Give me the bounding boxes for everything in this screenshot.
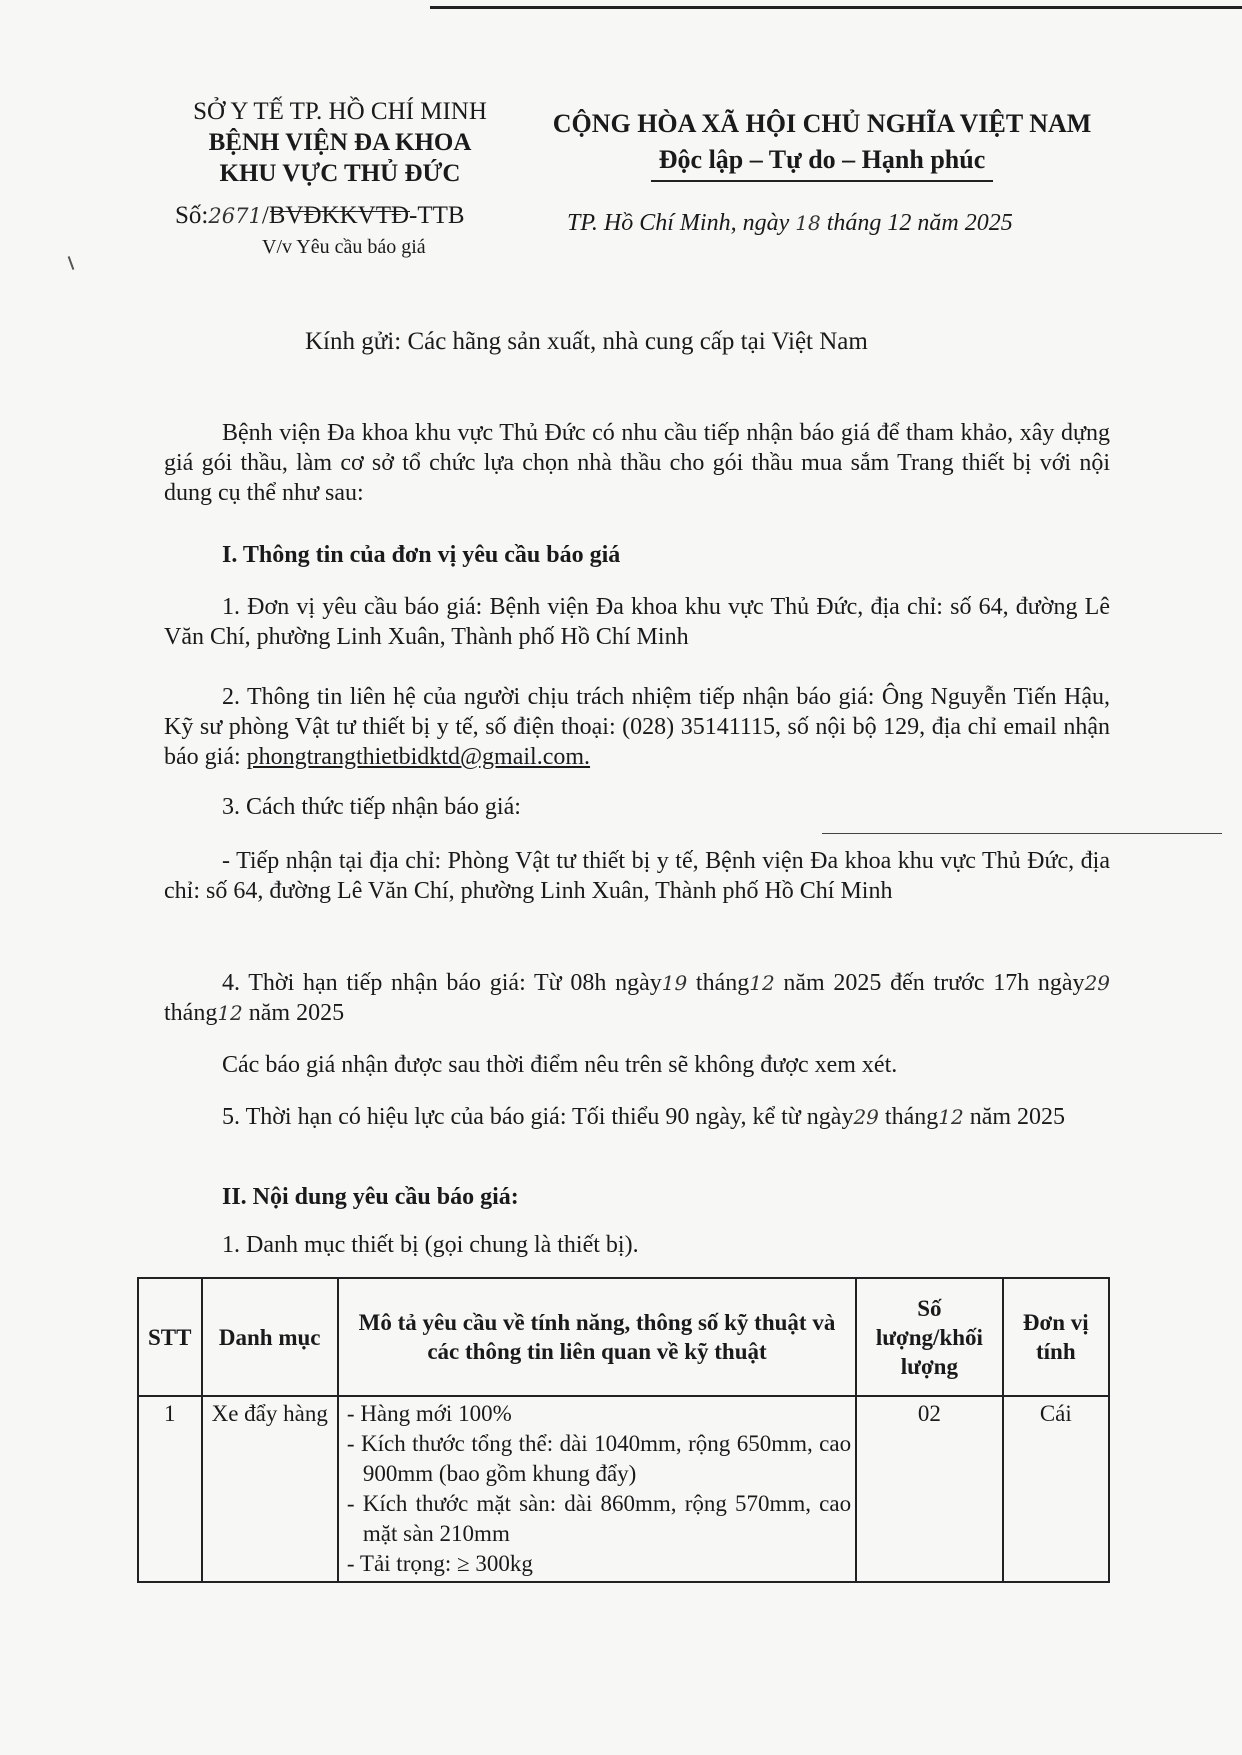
section1-item5 <box>164 1102 1110 1132</box>
national-motto: Độc lập – Tự do – Hạnh phúc <box>651 142 994 182</box>
equipment-table <box>137 1277 1110 1583</box>
document-number <box>175 202 465 230</box>
section1-item1: 1. Đơn vị yêu cầu báo giá: Bệnh viện Đa khoa khu vực Thủ Đức, địa chỉ: số 64, đường Lê Văn Chí, phường Linh Xuân, Thành phố Hồ Chí Minh <box>164 594 1110 650</box>
issuer-department: SỞ Y TẾ TP. HỒ CHÍ MINH <box>193 98 487 125</box>
section2-title: II. Nội dung yêu cầu báo giá: <box>222 1184 519 1210</box>
header-name: Danh mục <box>202 1278 338 1396</box>
scan-mark <box>68 256 75 270</box>
item5-month-handwritten: 12 <box>938 1105 964 1129</box>
contact-text: 2. Thông tin liên hệ của người chịu trách nhiệm tiếp nhận báo giá: Ông Nguyễn Tiến Hậu, Kỹ sư phòng Vật tư thiết bị y tế, số điện thoại: (028) 35141115, số nội bộ 129, địa chỉ email nhận báo giá: <box>164 684 1110 770</box>
date-day-handwritten: 18 <box>795 211 821 235</box>
issuer-hospital-line1: BỆNH VIỆN ĐA KHOA <box>208 129 472 156</box>
cell-description <box>338 1396 856 1582</box>
doc-number-handwritten: 2671 <box>208 204 262 228</box>
recipient-line: Kính gửi: Các hãng sản xuất, nhà cung cấp tại Việt Nam <box>305 328 868 355</box>
header-unit: Đơn vị tính <box>1003 1278 1109 1396</box>
table-header-row <box>138 1278 1109 1396</box>
national-header <box>532 106 1112 182</box>
item4-day1-handwritten: 19 <box>661 971 688 995</box>
date-suffix: tháng 12 năm 2025 <box>820 210 1013 236</box>
item4-text-e: năm 2025 <box>242 1000 345 1026</box>
section2-item1: 1. Danh mục thiết bị (gọi chung là thiết bị). <box>222 1232 639 1258</box>
scan-edge-bar <box>430 6 1242 9</box>
doc-number-prefix: Số: <box>175 202 209 229</box>
contact-email-link[interactable]: phongtrangthietbidktd@gmail.com. <box>246 744 591 770</box>
cell-unit: Cái <box>1003 1396 1109 1582</box>
cell-quantity: 02 <box>856 1396 1003 1582</box>
header-quantity: Số lượng/khối lượng <box>856 1278 1003 1396</box>
intro-paragraph: Bệnh viện Đa khoa khu vực Thủ Đức có nhu cầu tiếp nhận báo giá để tham khảo, xây dựng giá gói thầu, làm cơ sở tổ chức lựa chọn nhà thầu cho gói thầu mua sắm Trang thiết bị với nội dung cụ thể như sau: <box>164 420 1110 506</box>
nation-title: CỘNG HÒA XÃ HỘI CHỦ NGHĨA VIỆT NAM <box>552 109 1092 138</box>
header-stt: STT <box>138 1278 202 1396</box>
item4-text-d: tháng <box>164 1000 218 1026</box>
doc-number-suffix: /BVĐKKVTĐ-TTB <box>261 202 465 229</box>
item5-text-b: tháng <box>878 1104 939 1130</box>
table-row <box>138 1396 1109 1582</box>
desc-line: - Kích thước mặt sàn: dài 860mm, rộng 570mm, cao mặt sàn 210mm <box>346 1491 852 1546</box>
document-date <box>567 210 1013 237</box>
desc-line: - Tải trọng: ≥ 300kg <box>346 1551 533 1576</box>
document-subject: V/v Yêu cầu báo giá <box>262 236 426 258</box>
section1-item3: 3. Cách thức tiếp nhận báo giá: <box>222 794 521 820</box>
item4-day2-handwritten: 29 <box>1084 971 1111 995</box>
date-prefix: TP. Hồ Chí Minh, ngày <box>567 210 796 236</box>
cell-name: Xe đẩy hàng <box>202 1396 338 1582</box>
item4-text-c: năm 2025 đến trước 17h ngày <box>774 970 1085 996</box>
section1-item3-detail: - Tiếp nhận tại địa chỉ: Phòng Vật tư thiết bị y tế, Bệnh viện Đa khoa khu vực Thủ Đức, địa chỉ: số 64, đường Lê Văn Chí, phường Linh Xuân, Thành phố Hồ Chí Minh <box>164 848 1110 904</box>
item4-month2-handwritten: 12 <box>217 1001 243 1025</box>
section1-item4-note: Các báo giá nhận được sau thời điểm nêu trên sẽ không được xem xét. <box>222 1052 898 1078</box>
section1-title: I. Thông tin của đơn vị yêu cầu báo giá <box>222 542 621 568</box>
item4-text-a: 4. Thời hạn tiếp nhận báo giá: Từ 08h ngày <box>222 970 662 996</box>
item4-month1-handwritten: 12 <box>749 971 775 995</box>
cell-stt: 1 <box>138 1396 202 1582</box>
section1-item4 <box>164 968 1110 1028</box>
issuer-hospital-line2: KHU VỰC THỦ ĐỨC <box>219 160 461 187</box>
item5-day-handwritten: 29 <box>853 1105 879 1129</box>
section1-item2 <box>164 682 1110 772</box>
desc-line: - Hàng mới 100% <box>346 1401 512 1426</box>
scan-artifact-line <box>822 833 1222 834</box>
item4-text-b: tháng <box>687 970 750 996</box>
item5-text-a: 5. Thời hạn có hiệu lực của báo giá: Tối thiểu 90 ngày, kể từ ngày <box>222 1104 854 1130</box>
item5-text-c: năm 2025 <box>963 1104 1066 1130</box>
desc-line: - Kích thước tổng thể: dài 1040mm, rộng 650mm, cao 900mm (bao gồm khung đẩy) <box>346 1431 852 1486</box>
header-description: Mô tả yêu cầu về tính năng, thông số kỹ thuật và các thông tin liên quan về kỹ thuật <box>338 1278 856 1396</box>
